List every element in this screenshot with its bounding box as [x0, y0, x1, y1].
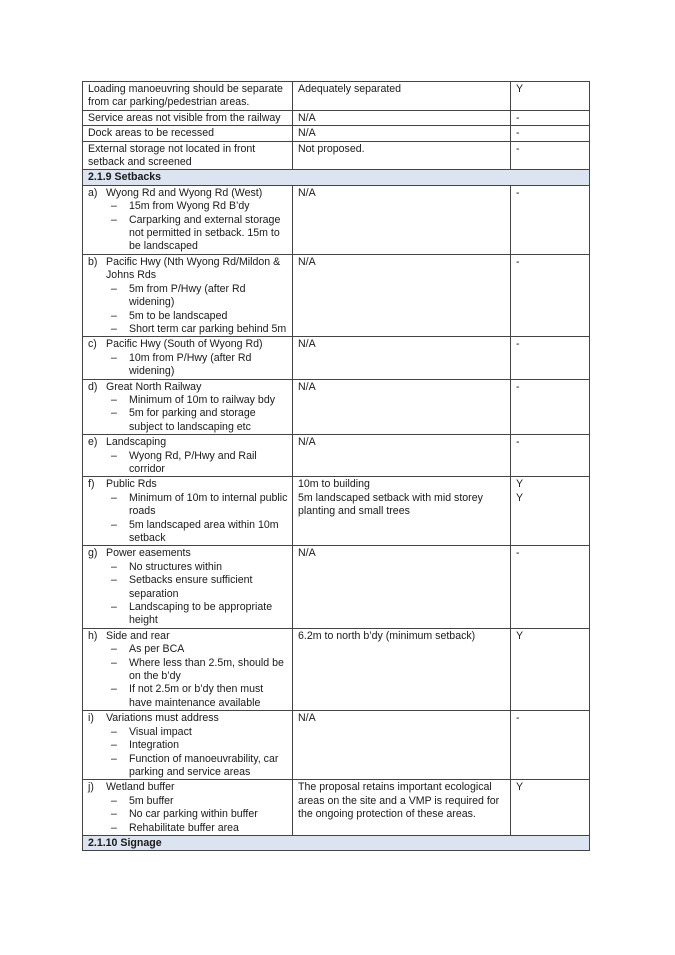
table-row [83, 185, 590, 254]
sub-point [106, 643, 288, 656]
dash-bullet-icon: – [111, 407, 117, 420]
sub-point-text: No car parking within buffer [129, 808, 258, 821]
item-title: Variations must address [106, 712, 219, 725]
sub-point-text: 15m from Wyong Rd B’dy [129, 200, 250, 213]
sub-point [106, 739, 288, 752]
sub-point [106, 283, 288, 310]
table-row [83, 126, 590, 141]
table-row [83, 337, 590, 379]
status-cell: Y [511, 82, 590, 111]
requirement-cell [83, 477, 293, 546]
comment-cell: 10m to building 5m landscaped setback with mid storey planting and small trees [293, 477, 511, 546]
comment-cell: Not proposed. [293, 141, 511, 170]
dash-bullet-icon: – [111, 213, 117, 226]
item-body [106, 381, 288, 435]
dash-bullet-icon: – [111, 656, 117, 669]
table-row [83, 141, 590, 170]
dash-bullet-icon: – [111, 739, 117, 752]
dash-bullet-icon: – [111, 322, 117, 335]
sub-point-list [106, 561, 288, 628]
status-cell: - [511, 379, 590, 435]
sub-point-list [106, 643, 288, 710]
sub-point-text: 5m landscaped area within 10m setback [129, 518, 279, 544]
requirement-item [88, 547, 288, 627]
dash-bullet-icon: – [111, 282, 117, 295]
sub-point-text: If not 2.5m or b’dy then must have maintenance available [129, 683, 264, 709]
item-title: Wyong Rd and Wyong Rd (West) [106, 186, 263, 199]
item-title: Landscaping [106, 436, 167, 449]
table-row [83, 711, 590, 780]
requirement-item [88, 436, 288, 476]
status-cell: Y Y [511, 477, 590, 546]
item-title: Public Rds [106, 478, 157, 491]
comment-cell: N/A [293, 546, 511, 628]
sub-point [106, 822, 288, 835]
sub-point-list [106, 492, 288, 546]
comment-cell: N/A [293, 126, 511, 141]
comment-cell: The proposal retains important ecological areas on the site and a VMP is required for the ongoing protection of these areas. [293, 780, 511, 836]
requirement-cell [83, 546, 293, 628]
requirement-item [88, 381, 288, 435]
item-letter: d) [88, 380, 98, 393]
requirement-cell [83, 628, 293, 710]
sub-point-text: 5m for parking and storage subject to landscaping etc [129, 407, 256, 433]
comment-cell: 6.2m to north b’dy (minimum setback) [293, 628, 511, 710]
sub-point-text: As per BCA [129, 643, 185, 656]
requirement-cell [83, 254, 293, 336]
item-body [106, 338, 288, 378]
dash-bullet-icon: – [111, 821, 117, 834]
sub-point-text: Landscaping to be appropriate height [129, 601, 273, 627]
sub-point-list [106, 394, 288, 434]
requirement-item [88, 712, 288, 779]
item-letter: a) [88, 186, 98, 199]
comment-cell: N/A [293, 379, 511, 435]
sub-point [106, 310, 288, 323]
sub-point-text: Minimum of 10m to railway bdy [129, 393, 276, 406]
sub-point [106, 657, 288, 684]
sub-point-text: Short term car parking behind 5m [129, 322, 287, 335]
requirement-cell [83, 780, 293, 836]
item-body [106, 478, 288, 545]
sub-point-text: Carparking and external storage not permitted in setback. 15m to be landscaped [129, 213, 281, 253]
comment-cell: N/A [293, 110, 511, 125]
requirement-cell [83, 337, 293, 379]
dash-bullet-icon: – [111, 393, 117, 406]
dash-bullet-icon: – [111, 449, 117, 462]
sub-point-text: 5m to be landscaped [129, 309, 228, 322]
sub-point [106, 601, 288, 628]
table-row [83, 628, 590, 710]
sub-point-text: Visual impact [129, 725, 192, 738]
sub-point [106, 726, 288, 739]
sub-point-text: Integration [129, 739, 180, 752]
requirement-item [88, 781, 288, 835]
item-title: Side and rear [106, 629, 170, 642]
section-title: 2.1.10 Signage [83, 835, 590, 850]
item-body [106, 712, 288, 779]
comment-cell: N/A [293, 711, 511, 780]
item-body [106, 187, 288, 254]
compliance-table [82, 81, 590, 851]
status-cell: Y [511, 628, 590, 710]
table-row [83, 435, 590, 477]
sub-point-text: Rehabilitate buffer area [129, 821, 239, 834]
comment-cell: N/A [293, 435, 511, 477]
status-cell: - [511, 711, 590, 780]
item-body [106, 547, 288, 627]
item-title: Wetland buffer [106, 781, 175, 794]
item-title: Pacific Hwy (Nth Wyong Rd/Mildon & Johns Rds [106, 255, 281, 282]
status-cell: - [511, 254, 590, 336]
sub-point [106, 519, 288, 546]
dash-bullet-icon: – [111, 574, 117, 587]
sub-point-text: 5m from P/Hwy (after Rd widening) [129, 282, 246, 309]
item-letter: e) [88, 436, 98, 449]
dash-bullet-icon: – [111, 601, 117, 614]
sub-point-text: Function of manoeuvrability, car parking and service areas [129, 752, 279, 778]
status-cell: - [511, 546, 590, 628]
item-body [106, 256, 288, 336]
dash-bullet-icon: – [111, 794, 117, 807]
status-cell: - [511, 126, 590, 141]
sub-point-text: 5m buffer [129, 794, 174, 807]
sub-point-list [106, 200, 288, 254]
requirement-item [88, 256, 288, 336]
item-body [106, 436, 288, 476]
item-title: Great North Railway [106, 380, 202, 393]
dash-bullet-icon: – [111, 518, 117, 531]
dash-bullet-icon: – [111, 643, 117, 656]
sub-point [106, 450, 288, 477]
requirement-item [88, 478, 288, 545]
table-row [83, 780, 590, 836]
table-row [83, 379, 590, 435]
table-row [83, 254, 590, 336]
requirement-cell [83, 435, 293, 477]
requirement-cell [83, 185, 293, 254]
dash-bullet-icon: – [111, 560, 117, 573]
comment-cell: Adequately separated [293, 82, 511, 111]
sub-point [106, 561, 288, 574]
section-title: 2.1.9 Setbacks [83, 170, 590, 185]
requirement-cell: Loading manoeuvring should be separate from car parking/pedestrian areas. [83, 82, 293, 111]
sub-point-text: Minimum of 10m to internal public roads [129, 491, 288, 518]
item-letter: j) [88, 781, 94, 794]
status-cell: - [511, 185, 590, 254]
sub-point [106, 323, 288, 336]
requirement-item [88, 338, 288, 378]
sub-point [106, 753, 288, 780]
table-row [83, 477, 590, 546]
sub-point [106, 407, 288, 434]
sub-point-text: No structures within [129, 560, 223, 573]
sub-point [106, 795, 288, 808]
sub-point-text: 10m from P/Hwy (after Rd widening) [129, 351, 252, 378]
sub-point [106, 574, 288, 601]
table-row [83, 110, 590, 125]
item-letter: h) [88, 629, 98, 642]
dash-bullet-icon: – [111, 309, 117, 322]
item-letter: c) [88, 338, 97, 351]
sub-point [106, 808, 288, 821]
sub-point [106, 352, 288, 379]
sub-point [106, 394, 288, 407]
sub-point [106, 214, 288, 254]
sub-point-text: Where less than 2.5m, should be on the b’dy [129, 656, 284, 683]
sub-point-text: Setbacks ensure sufficient separation [129, 574, 253, 600]
status-cell: - [511, 435, 590, 477]
dash-bullet-icon: – [111, 683, 117, 696]
requirement-cell: Dock areas to be recessed [83, 126, 293, 141]
sub-point [106, 200, 288, 213]
status-cell: - [511, 141, 590, 170]
requirement-item [88, 630, 288, 710]
dash-bullet-icon: – [111, 491, 117, 504]
comment-cell: N/A [293, 254, 511, 336]
sub-point-list [106, 352, 288, 379]
dash-bullet-icon: – [111, 200, 117, 213]
comment-cell: N/A [293, 185, 511, 254]
sub-point-list [106, 795, 288, 835]
status-cell: - [511, 110, 590, 125]
dash-bullet-icon: – [111, 351, 117, 364]
sub-point-text: Wyong Rd, P/Hwy and Rail corridor [129, 449, 257, 475]
sub-point-list [106, 450, 288, 477]
requirement-item [88, 187, 288, 254]
requirement-cell: Service areas not visible from the railway [83, 110, 293, 125]
status-cell: - [511, 337, 590, 379]
compliance-table-body [83, 82, 590, 851]
item-letter: i) [88, 712, 94, 725]
table-row [83, 546, 590, 628]
sub-point [106, 492, 288, 519]
table-row [83, 82, 590, 111]
requirement-cell: External storage not located in front setback and screened [83, 141, 293, 170]
dash-bullet-icon: – [111, 808, 117, 821]
item-title: Pacific Hwy (South of Wyong Rd) [106, 338, 263, 351]
item-body [106, 781, 288, 835]
sub-point [106, 683, 288, 710]
item-title: Power easements [106, 547, 191, 560]
dash-bullet-icon: – [111, 725, 117, 738]
section-header-row [83, 170, 590, 185]
sub-point-list [106, 726, 288, 780]
section-header-row [83, 835, 590, 850]
requirement-cell [83, 379, 293, 435]
dash-bullet-icon: – [111, 752, 117, 765]
item-letter: b) [88, 255, 98, 268]
status-cell: Y [511, 780, 590, 836]
comment-cell: N/A [293, 337, 511, 379]
item-letter: g) [88, 547, 98, 560]
item-body [106, 630, 288, 710]
requirement-cell [83, 711, 293, 780]
sub-point-list [106, 283, 288, 337]
item-letter: f) [88, 478, 95, 491]
